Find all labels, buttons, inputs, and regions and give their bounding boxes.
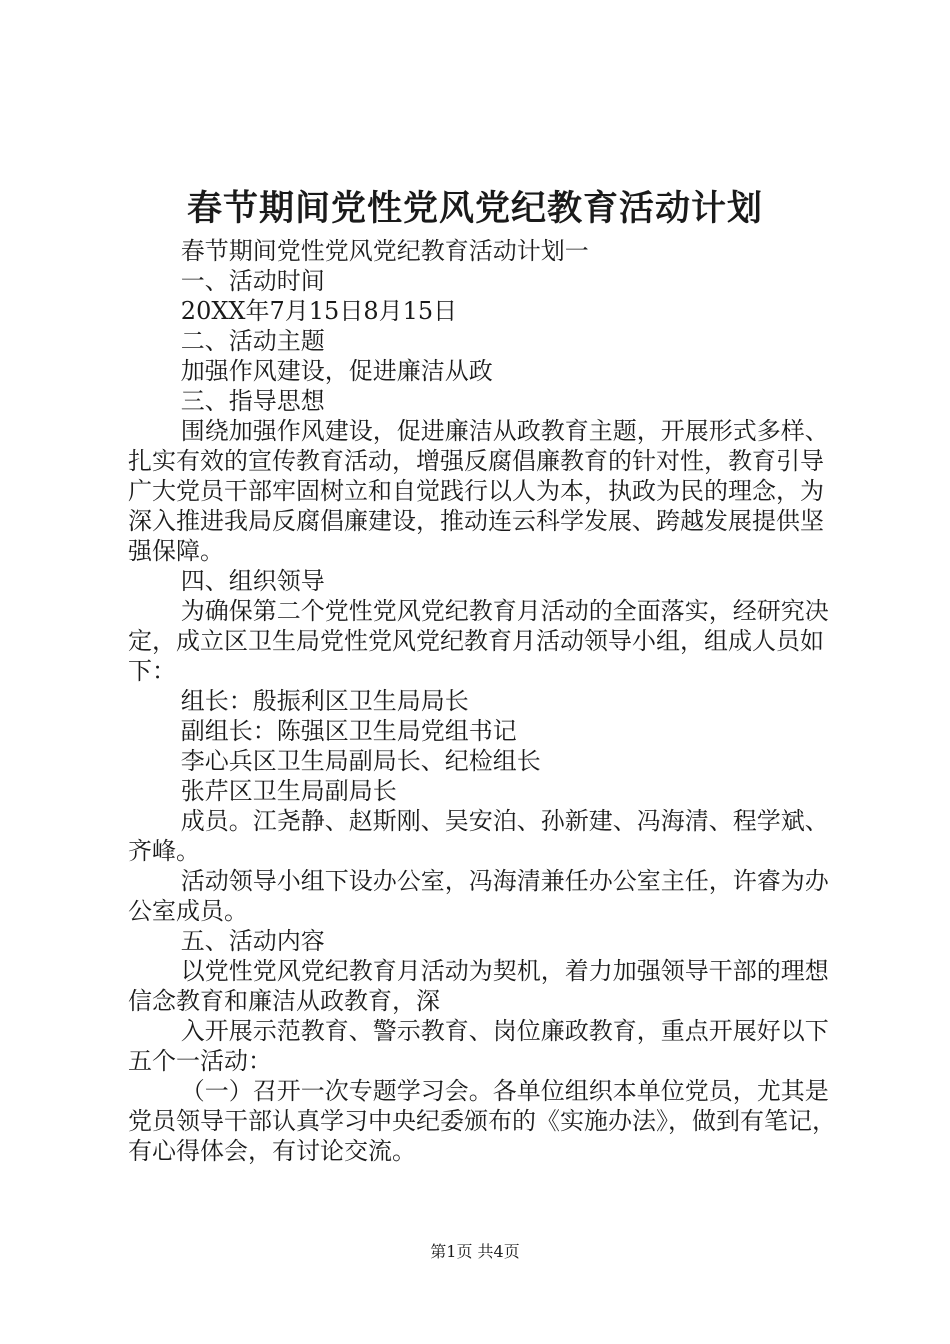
section-heading-content: 五、活动内容: [180, 927, 325, 955]
page-footer: 第1页 共4页: [430, 1242, 520, 1261]
paragraph-content-2: 入开展示范教育、警示教育、岗位廉政教育，重点开展好以下五个一活动：: [128, 1017, 829, 1075]
paragraph-leadership: 为确保第二个党性党风党纪教育月活动的全面落实，经研究决定，成立区卫生局党性党风党纪教育月活动领导小组，组成人员如下：: [128, 597, 829, 685]
paragraph-member-zhang: 张芹区卫生局副局长: [180, 777, 397, 805]
section-heading-leadership: 四、组织领导: [180, 567, 325, 595]
paragraph-theme: 加强作风建设，促进廉洁从政: [180, 357, 493, 385]
section-heading-guiding: 三、指导思想: [180, 387, 325, 415]
paragraph-members: 成员。江尧静、赵斯刚、吴安泊、孙新建、冯海清、程学斌、齐峰。: [128, 807, 829, 865]
paragraph-guiding: 围绕加强作风建设，促进廉洁从政教育主题，开展形式多样、扎实有效的宣传教育活动，增强反腐倡廉教育的针对性，教育引导广大党员干部牢固树立和自觉践行以人为本，执政为民的理念，为深入推进我局反腐倡廉建设，推动连云科学发展、跨越发展提供坚强保障。: [128, 417, 829, 565]
paragraph-leader: 组长：殷振利区卫生局局长: [180, 687, 469, 715]
paragraph-plan-heading: 春节期间党性党风党纪教育活动计划一: [180, 237, 589, 265]
paragraph-content-1: 以党性党风党纪教育月活动为契机，着力加强领导干部的理想信念教育和廉洁从政教育，深: [128, 957, 829, 1015]
paragraph-time: 20XX年7月15日8月15日: [180, 297, 458, 325]
section-heading-theme: 二、活动主题: [180, 327, 325, 355]
document-body: [128, 236, 838, 1166]
section-heading-time: 一、活动时间: [180, 267, 325, 295]
paragraph-member-li: 李心兵区卫生局副局长、纪检组长: [180, 747, 541, 775]
document-title: 春节期间党性党风党纪教育活动计划: [186, 188, 763, 229]
paragraph-office: 活动领导小组下设办公室，冯海清兼任办公室主任，许睿为办公室成员。: [128, 867, 829, 925]
paragraph-deputy-leader: 副组长：陈强区卫生局党组书记: [180, 717, 517, 745]
paragraph-activity-1: （一）召开一次专题学习会。各单位组织本单位党员，尤其是党员领导干部认真学习中央纪委颁布的《实施办法》，做到有笔记，有心得体会，有讨论交流。: [128, 1077, 836, 1165]
